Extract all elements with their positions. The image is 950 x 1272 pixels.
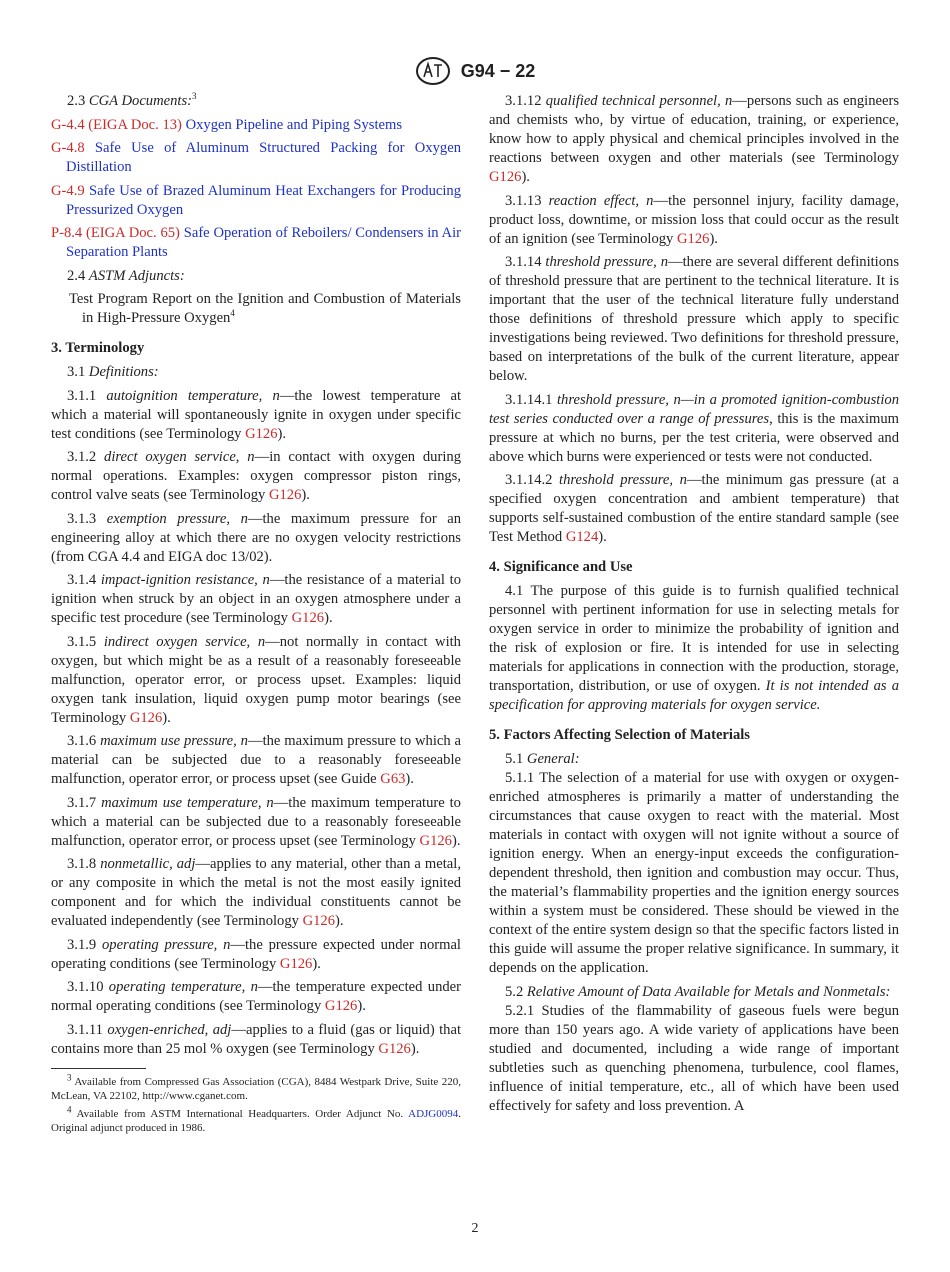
definition: 3.1.14.1 threshold pressure, n—in a promoted ignition-combustion test series conducted over a range of pressures, this is the maximum pressure at which no burns, per the test criteria, were observed and above which burns were experienced or tests were not conducted. <box>489 391 900 465</box>
footnote-divider <box>51 1068 146 1069</box>
reference-link[interactable]: G124 <box>565 529 599 545</box>
left-column <box>51 92 461 1139</box>
footnote: $^4$ Available from ASTM International Headquarters. Order Adjunct No. ADJG0094. Original adjunct produced in 1986. <box>51 1103 461 1134</box>
reference-link[interactable]: G126 <box>129 709 163 726</box>
cga-reference[interactable]: G-4.4 (EIGA Doc. 13) Oxygen Pipeline and Piping Systems <box>51 116 403 133</box>
definition: 3.1.8 nonmetallic, adj—applies to any material, other than a metal, or any composite in which the metal is not the most easily ignited component and for which the individual constituents cannot be evaluated independently (see Terminology G126). <box>51 856 461 929</box>
reference-link[interactable]: G126 <box>279 955 313 972</box>
cga-reference[interactable]: G-4.9 Safe Use of Brazed Aluminum Heat Exchangers for Producing Pressurized Oxygen <box>51 182 461 218</box>
definition: 3.1.5 indirect oxygen service, n—not normally in contact with oxygen, but which might be as a result of a reasonably foreseeable malfunction, operator error, or process upset. Examples: liquid oxygen tank insulation, liquid oxygen pump motor bearings (see Terminology G126). <box>51 633 461 726</box>
section-2-4: 2.4 ASTM Adjuncts: <box>67 267 185 284</box>
reference-link[interactable]: G126 <box>677 230 710 247</box>
footnote: $^3$ Available from Compressed Gas Association (CGA), 8484 Westpark Drive, Suite 220, McLean, VA 22102, http://www.cganet.com. <box>51 1071 461 1102</box>
section-5-heading: 5. Factors Affecting Selection of Materials <box>489 727 750 743</box>
reference-link[interactable]: G126 <box>302 913 336 929</box>
reference-link[interactable]: G126 <box>291 610 325 626</box>
reference-link[interactable]: G126 <box>268 487 302 503</box>
standard-designation: G94 − 22 <box>460 60 536 81</box>
paragraph-5-1-1: 5.1.1 The selection of a material for use with oxygen or oxygen-enriched atmospheres is primarily a matter of understanding the circumstances that cause oxygen to react with the material. Most materials in contact with oxygen will not ignite without a source of ignition energy. When an energy-input exceeds the configuration-dependent threshold, then ignition and combustion may occur. Thus, the material’s flammability properties and the ignition energy sources within a system must be considered. These should be viewed in the context of the entire system design so that the specific factors listed in this guide will assume the proper relative significance. In summary, it depends on the application. <box>489 770 899 976</box>
cga-reference[interactable]: P-8.4 (EIGA Doc. 65) Safe Operation of Reboilers/ Condensers in Air Separation Plants <box>51 225 461 260</box>
right-column <box>489 92 899 1120</box>
astm-logo-icon <box>415 56 451 86</box>
reference-link[interactable]: G126 <box>489 169 522 185</box>
reference-link[interactable]: G126 <box>245 425 278 442</box>
definition: 3.1.7 maximum use temperature, n—the maximum temperature to which a material can be subjected due to a reasonably foreseeable malfunction, operator error, or process upset (see Terminology G126). <box>51 794 461 849</box>
section-5-1: 5.1 General: <box>505 751 580 767</box>
adjunct-reference: Test Program Report on the Ignition and Combustion of Materials in High-Pressure Oxygen$^4$ <box>69 291 461 326</box>
page-header <box>0 56 950 86</box>
section-5-2: 5.2 Relative Amount of Data Available for Metals and Nonmetals: <box>505 983 891 1000</box>
definition: 3.1.14 threshold pressure, n—there are several different definitions of threshold pressure that are pertinent to the technical literature. It is important that the user of the technical literature fully understand those definitions of threshold pressure which apply to specific investigations being reviewed. Two definitions for threshold pressure, based on interpretations of the bulk of the current literature, appear below. <box>489 254 900 384</box>
definition: 3.1.3 exemption pressure, n—the maximum pressure for an engineering alloy at which there are no oxygen velocity restrictions (from CGA 4.4 and EIGA doc 13/02). <box>51 510 461 565</box>
reference-link[interactable]: G126 <box>324 998 358 1014</box>
definition: 3.1.13 reaction effect, n—the personnel injury, facility damage, product loss, downtime, or mission loss that could occur as the result of an ignition (see Terminology G126). <box>489 192 899 247</box>
section-4-heading: 4. Significance and Use <box>489 559 633 575</box>
reference-link[interactable]: G126 <box>378 1040 411 1057</box>
definition: 3.1.11 oxygen-enriched, adj—applies to a fluid (gas or liquid) that contains more than 25 mol % oxygen (see Terminology G126). <box>51 1021 461 1057</box>
definition: 3.1.14.2 threshold pressure, n—the minimum gas pressure (at a specified oxygen concentration and ambient temperature) that supports self-sustained combustion of the entire standard sample (see Test Method G124). <box>489 472 900 545</box>
section-3-heading: 3. Terminology <box>51 340 145 356</box>
definition: 3.1.6 maximum use pressure, n—the maximum pressure to which a material can be subjected due to a reasonably foreseeable malfunction, operator error, or process upset (see Guide G63). <box>51 733 461 787</box>
cga-reference[interactable]: G-4.8 Safe Use of Aluminum Structured Packing for Oxygen Distillation <box>51 140 461 175</box>
definition: 3.1.4 impact-ignition resistance, n—the resistance of a material to ignition when struck by an object in an oxygen atmosphere under a specific test procedure (see Terminology G126). <box>51 572 461 626</box>
definition: 3.1.12 qualified technical personnel, n—persons such as engineers and chemists who, by virtue of education, training, or experience, know how to apply physical and chemical principles involved in the reactions between oxygen and other materials (see Terminology G126). <box>489 93 899 185</box>
definition: 3.1.10 operating temperature, n—the temperature expected under normal operating conditions (see Terminology G126). <box>51 979 461 1014</box>
section-2-3: 2.3 CGA Documents:$^3$ <box>67 91 197 109</box>
definition: 3.1.2 direct oxygen service, n—in contact with oxygen during normal operations. Examples: oxygen compressor piston rings, control valve seats (see Terminology G126). <box>51 449 461 503</box>
reference-link[interactable]: G126 <box>419 832 452 849</box>
page-number: 2 <box>471 1221 479 1236</box>
paragraph-4-1: 4.1 The purpose of this guide is to furnish qualified technical personnel with pertinent information for use in selecting metals for oxygen service in order to minimize the probability of ignition and the risk of explosion or fire. It is intended for use in selecting materials for applications in connection with the production, storage, transportation, distribution, or use of oxygen. It is not intended as a specification for approving materials for oxygen service. <box>489 583 899 713</box>
definition: 3.1.9 operating pressure, n—the pressure expected under normal operating conditions (see Terminology G126). <box>51 936 461 972</box>
paragraph-5-2-1: 5.2.1 Studies of the flammability of gaseous fuels were begun more than 150 years ago. A wide variety of applications have been studied and documented, including a wide range of important subtleties such as quenching phenomena, turbulence, cool flames, influence of initial temperature, etc., all of which have been used effectively for safety and loss prevention. A <box>489 1002 900 1114</box>
definition: 3.1.1 autoignition temperature, n—the lowest temperature at which a material will spontaneously ignite in oxygen under specific test conditions (see Terminology G126). <box>51 387 462 442</box>
adjunct-link[interactable]: ADJG0094 <box>408 1107 459 1120</box>
reference-link[interactable]: G63 <box>380 771 406 787</box>
section-3-1: 3.1 Definitions: <box>67 364 159 380</box>
